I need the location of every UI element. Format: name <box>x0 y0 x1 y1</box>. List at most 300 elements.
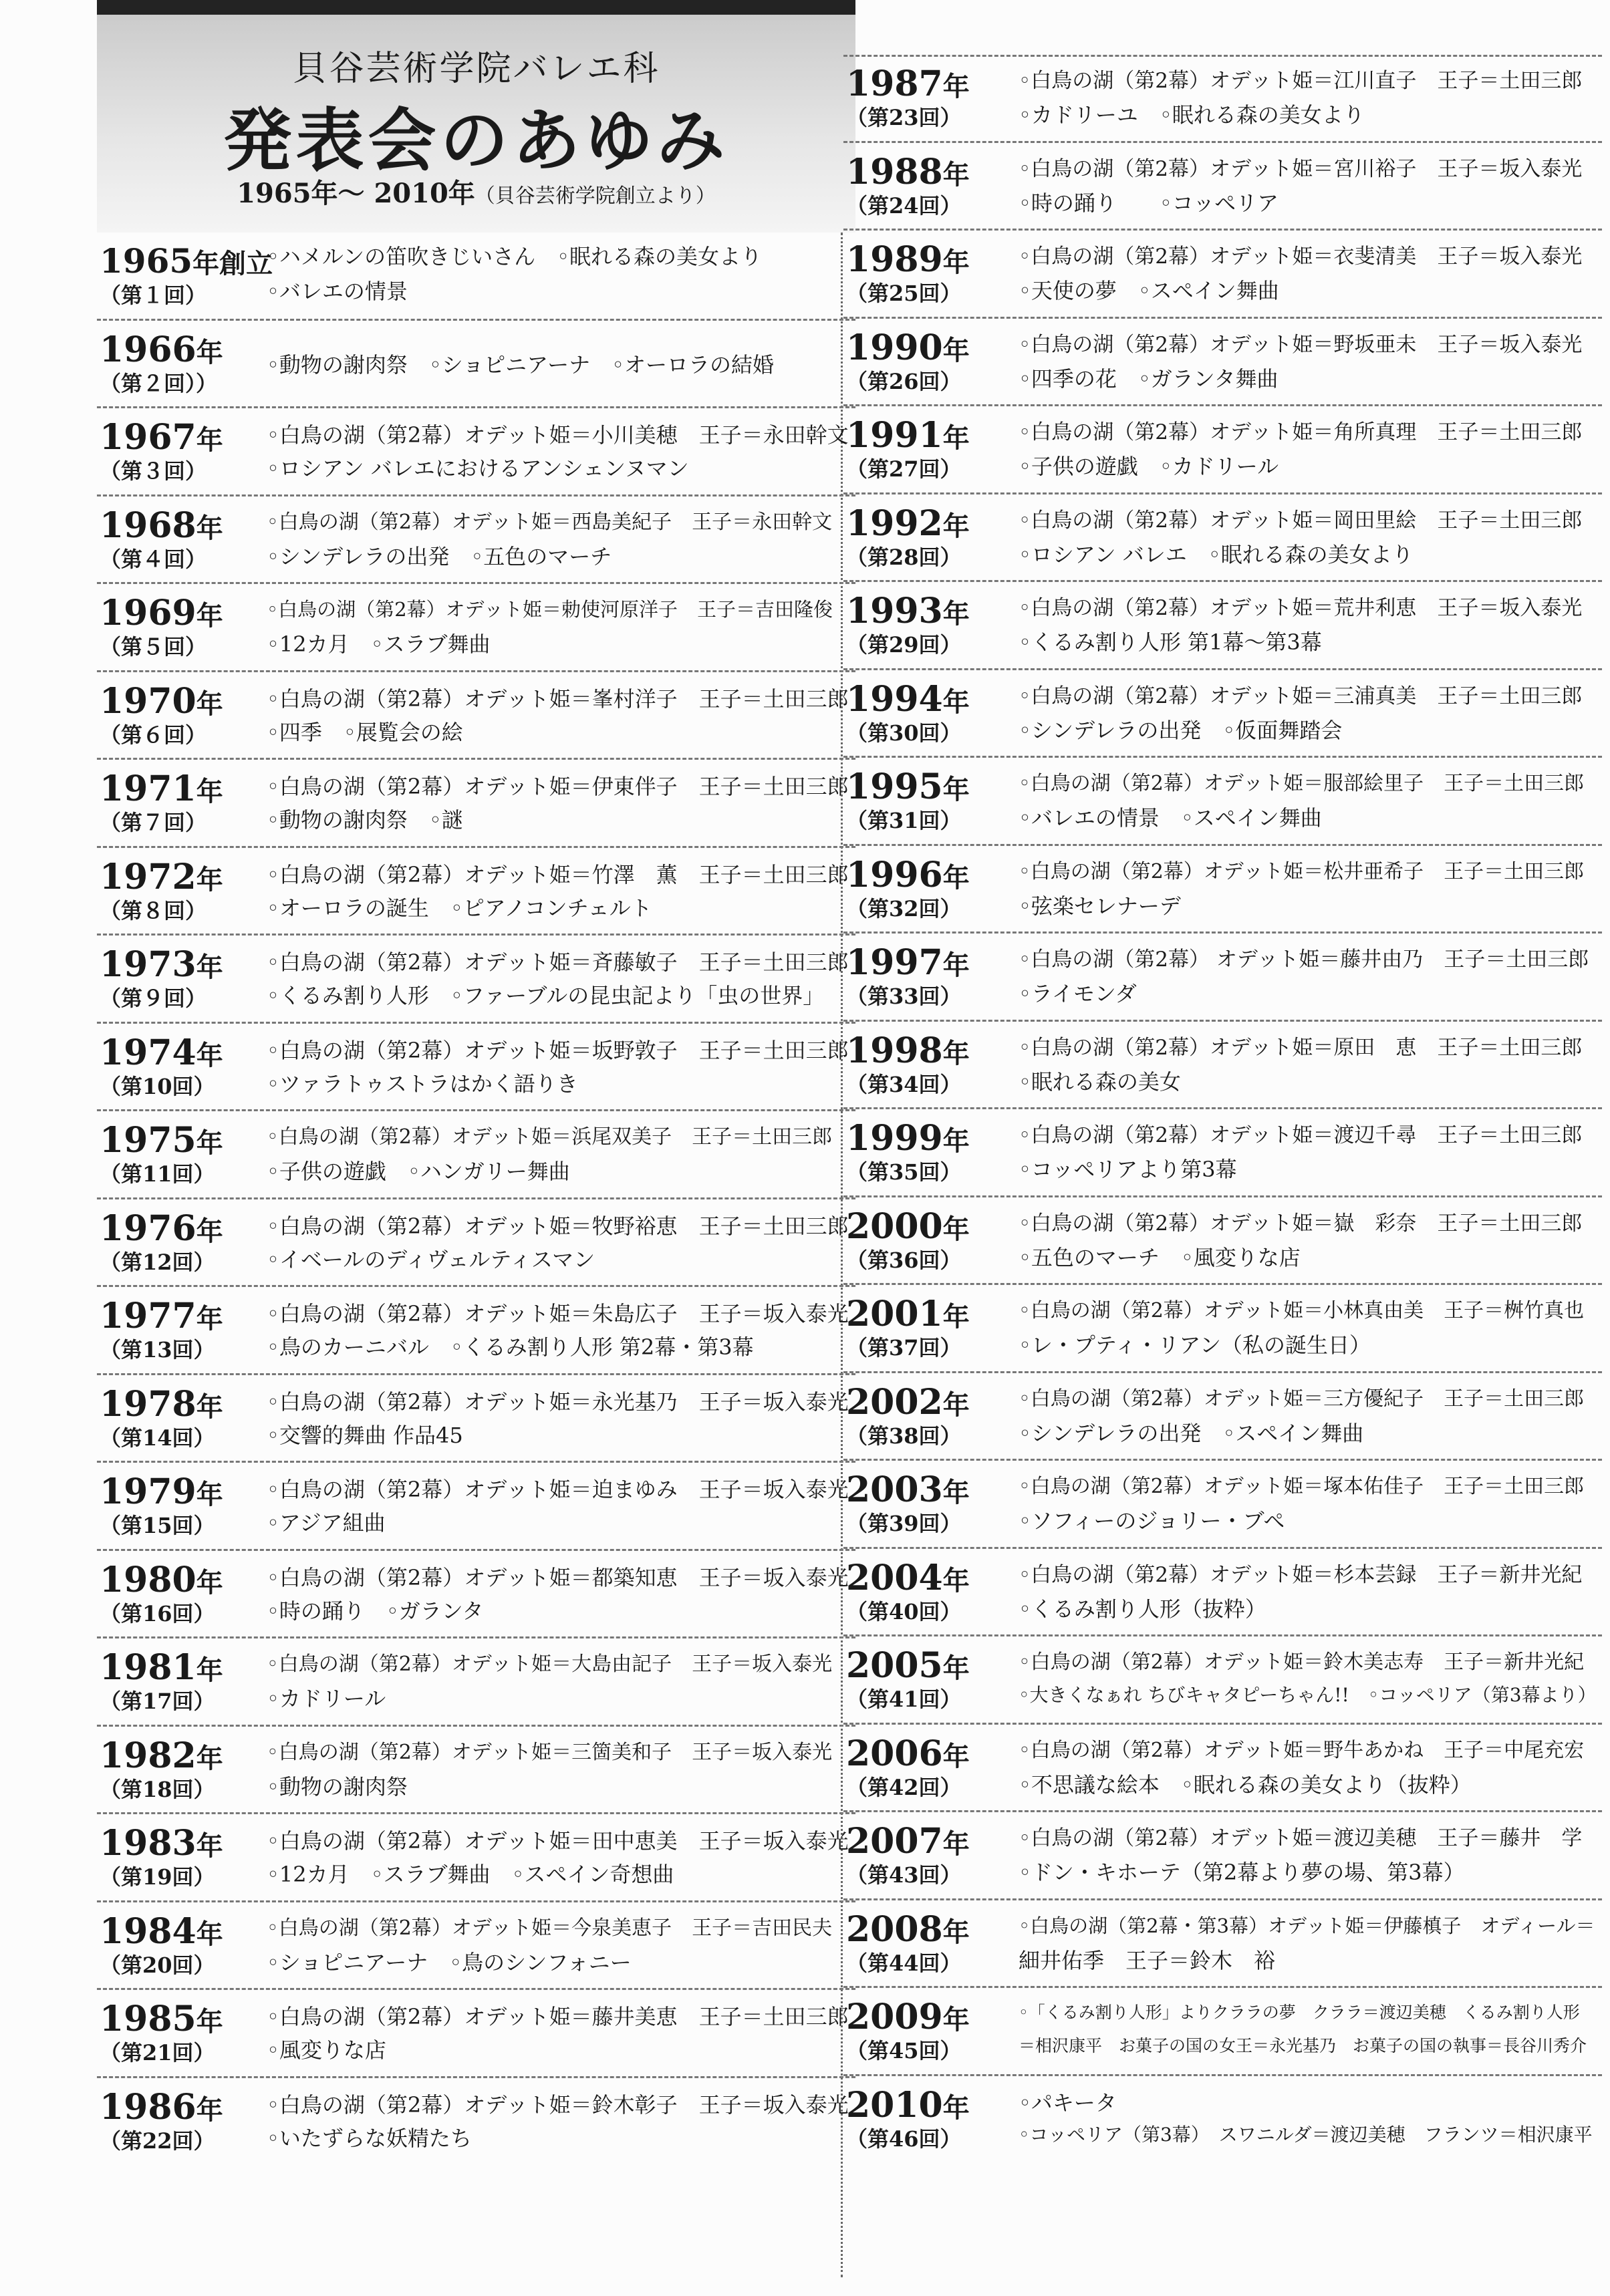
entry-program-line-2: ◦コッペリア（第3幕） スワニルダ＝渡辺美穂 フランツ＝相沢康平 <box>1019 2123 1593 2146</box>
entry-program-line-1: ◦白鳥の湖（第2幕）オデット姫＝角所真理 王子＝土田三郎 <box>1019 420 1583 444</box>
entry-program-line-1: ◦白鳥の湖（第2幕）オデット姫＝浜尾双美子 王子＝土田三郎 <box>267 1125 833 1149</box>
entry-program-line-1: ◦白鳥の湖（第2幕）オデット姫＝峯村洋子 王子＝土田三郎 <box>267 686 849 712</box>
history-entry <box>843 231 1602 319</box>
entry-year-suffix: 年 <box>196 600 223 631</box>
entry-program-line-1: ◦白鳥の湖（第2幕）オデット姫＝鈴木美志寿 王子＝新井光紀 <box>1019 1651 1585 1674</box>
history-entry <box>97 1375 855 1463</box>
entry-program-line-1: ◦白鳥の湖（第2幕）オデット姫＝三方優紀子 王子＝土田三郎 <box>1019 1387 1585 1411</box>
entry-year-number: 2007 <box>846 1821 943 1862</box>
entry-edition: （第５回） <box>100 634 207 660</box>
entry-year-suffix: 年 <box>942 334 970 366</box>
entry-edition: （第41回） <box>846 1687 962 1712</box>
entry-year <box>100 2086 223 2128</box>
entry-year-number: 1966 <box>100 329 196 370</box>
entry-program-line-1: ◦パキータ <box>1019 2090 1117 2116</box>
entry-edition: （第４回） <box>100 546 207 572</box>
entry-year-number: 1989 <box>846 239 943 280</box>
entry-year <box>100 1910 223 1952</box>
entry-program-line-2: ◦12カ月 ◦スラブ舞曲 ◦スペイン奇想曲 <box>267 1862 674 1887</box>
header-banner <box>97 0 855 233</box>
entry-program-line-2: ◦天使の夢 ◦スペイン舞曲 <box>1019 278 1279 303</box>
entry-year <box>100 856 223 897</box>
history-entry <box>97 496 855 585</box>
entry-program-line-2: ◦いたずらな妖精たち <box>267 2125 472 2151</box>
entry-year-suffix: 年 <box>942 1564 970 1596</box>
entry-program-line-1: ◦白鳥の湖（第2幕）オデット姫＝鈴木彰子 王子＝坂入泰光 <box>267 2092 849 2118</box>
entry-program-line-1: ◦白鳥の湖（第2幕）オデット姫＝牧野裕恵 王子＝土田三郎 <box>267 1213 849 1239</box>
entry-edition: （第33回） <box>846 984 962 1009</box>
entry-year <box>846 1645 970 1686</box>
history-entry <box>97 848 855 936</box>
history-entry <box>97 1463 855 1551</box>
history-entry <box>843 1197 1602 1286</box>
entry-program-line-1: ◦ハメルンの笛吹きじいさん ◦眠れる森の美女より <box>267 244 762 269</box>
header-subtitle: 貝谷芸術学院バレエ科 <box>292 49 660 89</box>
entry-year-number: 1998 <box>846 1030 943 1071</box>
entry-program-line-1: ◦白鳥の湖（第2幕）オデット姫＝伊東伴子 王子＝土田三郎 <box>267 774 849 799</box>
entry-year <box>846 239 970 280</box>
history-entry <box>843 2076 1602 2164</box>
entry-edition: （第15回） <box>100 1513 215 1538</box>
entry-edition: （第36回） <box>846 1247 962 1273</box>
entry-program-line-2: ◦シンデレラの出発 ◦五色のマーチ <box>267 543 612 569</box>
entry-program-line-1: ◦白鳥の湖（第2幕）オデット姫＝松井亜希子 王子＝土田三郎 <box>1019 859 1585 883</box>
entry-year <box>846 1908 970 1950</box>
entry-year-number: 1967 <box>100 417 196 458</box>
history-entry <box>843 1988 1602 2076</box>
entry-program-line-1: ◦白鳥の湖（第2幕）オデット姫＝勅使河原洋子 王子＝吉田隆俊 <box>267 598 833 621</box>
entry-year <box>846 415 970 456</box>
entry-year-number: 1988 <box>846 151 943 192</box>
entry-program-line-1: ◦白鳥の湖（第2幕）オデット姫＝野牛あかね 王子＝中尾充宏 <box>1019 1738 1585 1762</box>
entry-program-line-1: ◦「くるみ割り人形」よりクララの夢 クララ＝渡辺美穂 くるみ割り人形 <box>1019 2003 1580 2022</box>
entry-year-number: 1980 <box>100 1559 196 1600</box>
entry-program-line-2: ◦鳥のカーニバル ◦くるみ割り人形 第2幕・第3幕 <box>267 1334 754 1360</box>
entry-edition: （第22回） <box>100 2128 215 2154</box>
entry-year <box>846 1205 970 1247</box>
entry-year-suffix: 年 <box>942 1916 970 1948</box>
entry-edition: （第３回） <box>100 458 207 484</box>
entry-year-number: 1984 <box>100 1910 196 1952</box>
entry-year-number: 1965 <box>100 241 193 281</box>
history-entry <box>843 1900 1602 1989</box>
entry-year <box>100 1559 223 1600</box>
entry-year <box>846 2084 970 2126</box>
entry-program-line-1: ◦白鳥の湖（第2幕）オデット姫＝宮川裕子 王子＝坂入泰光 <box>1019 156 1583 181</box>
history-entry <box>97 936 855 1024</box>
entry-edition: （第26回） <box>846 368 962 394</box>
history-entry <box>97 1551 855 1639</box>
entry-program-line-2: ◦くるみ割り人形 第1幕～第3幕 <box>1019 629 1322 655</box>
history-entry <box>97 672 855 760</box>
history-entry <box>843 934 1602 1022</box>
entry-program-line-2: ◦コッペリアより第3幕 <box>1019 1157 1237 1182</box>
entry-program-line-1: ◦白鳥の湖（第2幕・第3幕）オデット姫＝伊藤槙子 オディール＝ <box>1019 1914 1595 1937</box>
entry-program-line-2: ◦シンデレラの出発 ◦仮面舞踏会 <box>1019 717 1343 743</box>
entry-program-line-1: ◦白鳥の湖（第2幕）オデット姫＝藤井美恵 王子＝土田三郎 <box>267 2004 849 2029</box>
entry-program-line-1: ◦白鳥の湖（第2幕）オデット姫＝永光基乃 王子＝坂入泰光 <box>267 1389 849 1415</box>
entry-year-suffix: 年 <box>942 2004 970 2035</box>
entry-year-suffix: 年 <box>196 1742 223 1774</box>
entry-year <box>846 1469 970 1510</box>
entry-year-number: 1978 <box>100 1383 196 1425</box>
entry-year-number: 1987 <box>846 63 943 104</box>
entry-program-line-1: ◦白鳥の湖（第2幕）オデット姫＝竹澤 薫 王子＝土田三郎 <box>267 861 849 887</box>
entry-program-line-2: ◦時の踊り ◦コッペリア <box>1019 190 1279 216</box>
entry-edition: （第12回） <box>100 1249 215 1275</box>
entry-program-line-1: ◦白鳥の湖（第2幕）オデット姫＝田中恵美 王子＝坂入泰光 <box>267 1828 849 1854</box>
entry-year-number: 1981 <box>100 1647 196 1688</box>
entry-year <box>100 505 223 546</box>
entry-year-suffix: 年 <box>942 598 970 629</box>
entry-edition: （第43回） <box>846 1862 962 1888</box>
entry-year-number: 1992 <box>846 503 943 544</box>
entry-program-line-1: ◦白鳥の湖（第2幕）オデット姫＝服部絵里子 王子＝土田三郎 <box>1019 772 1585 795</box>
entry-year-suffix: 年 <box>196 1039 223 1071</box>
history-entry <box>97 1990 855 2078</box>
entry-edition: （第７回） <box>100 810 207 835</box>
entry-edition: （第11回） <box>100 1161 215 1187</box>
entry-edition: （第25回） <box>846 281 962 306</box>
entry-year-suffix: 年 <box>196 1479 223 1510</box>
entry-year <box>100 1296 223 1336</box>
entry-year-number: 1968 <box>100 505 196 546</box>
entry-edition: （第１回） <box>100 283 207 308</box>
entry-program-line-1: ◦白鳥の湖（第2幕）オデット姫＝野坂亜未 王子＝坂入泰光 <box>1019 332 1583 357</box>
entry-program-line-2: ◦不思議な絵本 ◦眠れる森の美女より（抜粋） <box>1019 1771 1472 1798</box>
entry-program-line-1: ◦白鳥の湖（第2幕）オデット姫＝三箇美和子 王子＝坂入泰光 <box>267 1740 833 1764</box>
entry-program-line-2: ◦くるみ割り人形（抜粋） <box>1019 1596 1266 1622</box>
entry-year-number: 1976 <box>100 1207 196 1249</box>
entry-year <box>100 1647 223 1688</box>
history-entry <box>843 582 1602 670</box>
entry-year-number: 1983 <box>100 1823 196 1864</box>
history-entry <box>97 1638 855 1727</box>
entry-program-line-2: ◦交響的舞曲 作品45 <box>267 1422 463 1448</box>
entry-program-line-2: ◦ロシアン バレエ ◦眠れる森の美女より <box>1019 541 1414 567</box>
entry-year-number: 1979 <box>100 1471 196 1512</box>
entry-year <box>100 680 223 722</box>
entry-edition: （第45回） <box>846 2038 962 2063</box>
entry-year-suffix: 年 <box>196 1918 223 1950</box>
entry-program-line-2: ◦バレエの情景 <box>267 279 408 304</box>
entry-program-line-2: ◦大きくなぁれ ちびキャタピーちゃん!! ◦コッペリア（第3幕より） <box>1019 1684 1597 1706</box>
entry-year-number: 1969 <box>100 593 196 633</box>
entry-edition: （第９回） <box>100 986 207 1011</box>
entry-year-suffix: 年 <box>196 1830 223 1862</box>
entry-year-number: 1993 <box>846 591 943 631</box>
entry-year <box>846 678 970 720</box>
entry-program-line-2: ◦子供の遊戯 ◦ハンガリー舞曲 <box>267 1159 570 1184</box>
entry-year-number: 2002 <box>846 1381 943 1423</box>
history-entry <box>97 1199 855 1288</box>
entry-program-line-2: ＝相沢康平 お菓子の国の女王＝永光基乃 お菓子の国の執事＝長谷川秀介 <box>1019 2036 1587 2055</box>
entry-program-line-2: ◦弦楽セレナーデ <box>1019 893 1181 919</box>
entry-edition: （第30回） <box>846 720 962 746</box>
entry-program-line-2: ◦ツァラトゥストラはかく語りき <box>267 1070 578 1097</box>
entry-year <box>100 329 223 370</box>
entry-year <box>100 768 223 809</box>
entry-year-number: 1991 <box>846 415 943 456</box>
entry-year <box>846 942 970 983</box>
entry-year-suffix: 年 <box>942 422 970 454</box>
entry-year-number: 1973 <box>100 944 196 985</box>
entry-year-suffix: 年 <box>942 158 970 190</box>
entry-year-number: 1971 <box>100 768 196 809</box>
entry-year-suffix: 年 <box>196 952 223 983</box>
entry-program-line-2: ◦四季 ◦展覧会の絵 <box>267 719 463 745</box>
history-entry <box>97 1902 855 1991</box>
entry-program-line-2: ◦バレエの情景 ◦スペイン舞曲 <box>1019 805 1322 831</box>
entry-year-suffix: 年 <box>942 1653 970 1684</box>
history-entry <box>97 321 855 409</box>
entry-edition: （第19回） <box>100 1864 215 1890</box>
entry-edition: （第34回） <box>846 1071 962 1097</box>
entry-year <box>100 593 223 633</box>
entry-program-line-2: ◦くるみ割り人形 ◦ファーブルの昆虫記より「虫の世界」 <box>267 983 825 1008</box>
history-entry <box>843 55 1602 143</box>
history-entry <box>843 758 1602 846</box>
right-column <box>843 55 1602 2164</box>
entry-edition: （第44回） <box>846 1950 962 1976</box>
entry-year-suffix: 年 <box>942 2092 970 2124</box>
entry-year-number: 1999 <box>846 1118 943 1159</box>
history-entry <box>97 1287 855 1375</box>
entry-year-number: 1970 <box>100 680 196 722</box>
history-entry <box>843 406 1602 494</box>
history-entry <box>843 846 1602 934</box>
entry-program-line-1: ◦白鳥の湖（第2幕）オデット姫＝坂野敦子 王子＝土田三郎 <box>267 1037 849 1063</box>
entry-year-suffix: 年 <box>196 863 223 895</box>
entry-year-number: 1977 <box>100 1296 196 1336</box>
history-entry <box>97 760 855 848</box>
entry-year-suffix: 年 <box>196 424 223 456</box>
entry-year <box>100 1120 223 1161</box>
header-years <box>97 172 855 210</box>
entry-year <box>846 591 970 631</box>
entry-program-line-2: ◦動物の謝肉祭 ◦謎 <box>267 807 463 833</box>
entry-program-line-2: ◦レ・プティ・リアン（私の誕生日） <box>1019 1332 1371 1358</box>
entry-edition: （第29回） <box>846 632 962 658</box>
entry-year-number: 2004 <box>846 1557 943 1598</box>
entry-year-suffix: 年 <box>196 1566 223 1598</box>
entry-year-number: 1994 <box>846 678 943 720</box>
entry-year <box>100 1823 223 1864</box>
entry-edition: （第23回） <box>846 105 962 130</box>
entry-program-line-2: ◦風変りな店 <box>267 2037 386 2063</box>
entry-edition: （第38回） <box>846 1423 962 1449</box>
entry-year-number: 1995 <box>846 766 943 807</box>
entry-program-line-2: ◦四季の花 ◦ガランタ舞曲 <box>1019 366 1279 392</box>
entry-program-line-1: ◦白鳥の湖（第2幕）オデット姫＝西島美紀子 王子＝永田幹文 <box>267 510 833 534</box>
entry-program-line-1: ◦白鳥の湖（第2幕）オデット姫＝塚本佑佳子 王子＝土田三郎 <box>1019 1475 1585 1498</box>
entry-year-suffix: 年 <box>196 1215 223 1247</box>
history-entry <box>97 1111 855 1199</box>
entry-year-number: 1972 <box>100 856 196 897</box>
entry-year-number: 2009 <box>846 1997 943 2037</box>
entry-year <box>846 327 970 368</box>
history-entry <box>97 408 855 496</box>
entry-year-suffix: 年 <box>196 336 223 368</box>
entry-year <box>846 503 970 544</box>
entry-year <box>100 1471 223 1512</box>
entry-year <box>100 1383 223 1425</box>
entry-edition: （第16回） <box>100 1600 215 1626</box>
entry-edition: （第42回） <box>846 1774 962 1800</box>
entry-year <box>100 1032 223 1073</box>
entry-program-line-2: ◦動物の謝肉祭 <box>267 1773 408 1800</box>
entry-year-suffix: 年 <box>942 686 970 718</box>
entry-year <box>846 1821 970 1862</box>
entry-year-suffix: 年 <box>942 1389 970 1421</box>
entry-year-number: 1996 <box>846 854 943 895</box>
entry-year <box>846 1030 970 1071</box>
entry-edition: （第18回） <box>100 1776 215 1802</box>
entry-program-line-2: ◦五色のマーチ ◦風変りな店 <box>1019 1244 1301 1270</box>
history-entry <box>843 1549 1602 1637</box>
entry-year-number: 2006 <box>846 1733 943 1774</box>
entry-year-suffix: 年 <box>942 1740 970 1772</box>
entry-edition: （第28回） <box>846 544 962 570</box>
entry-edition: （第35回） <box>846 1159 962 1185</box>
history-entry <box>843 1373 1602 1461</box>
history-entry <box>843 494 1602 583</box>
entry-year-suffix: 年 <box>942 1213 970 1245</box>
entry-edition: （第27回） <box>846 456 962 482</box>
entry-year-number: 2000 <box>846 1205 943 1247</box>
entry-program-line-2: ◦ショピニアーナ ◦鳥のシンフォニー <box>267 1949 632 1975</box>
entry-year-suffix: 年 <box>942 950 970 981</box>
entry-year-number: 1990 <box>846 327 943 368</box>
entry-program-line-1: ◦白鳥の湖（第2幕） オデット姫＝藤井由乃 王子＝土田三郎 <box>1019 948 1589 972</box>
history-entry <box>97 1814 855 1902</box>
entry-year-suffix: 年 <box>196 1655 223 1686</box>
entry-edition: （第17回） <box>100 1689 215 1714</box>
entry-edition: （第６回） <box>100 722 207 748</box>
history-entry <box>843 143 1602 231</box>
entry-program-line-1: ◦白鳥の湖（第2幕）オデット姫＝荒井利恵 王子＝坂入泰光 <box>1019 596 1583 620</box>
entry-year-number: 1974 <box>100 1032 196 1073</box>
entry-year-suffix: 年 <box>942 861 970 893</box>
entry-program-line-1: ◦白鳥の湖（第2幕）オデット姫＝斉藤敏子 王子＝土田三郎 <box>267 950 849 975</box>
entry-year <box>846 1557 970 1598</box>
entry-program-line-1: ◦白鳥の湖（第2幕）オデット姫＝杉本芸録 王子＝新井光紀 <box>1019 1562 1583 1587</box>
entry-year-number: 1985 <box>100 1999 196 2039</box>
entry-program-line-1: ◦白鳥の湖（第2幕）オデット姫＝原田 恵 王子＝土田三郎 <box>1019 1035 1583 1060</box>
entry-program-line-2: ◦ロシアン バレエにおけるアンシェンヌマン <box>267 456 689 481</box>
entry-edition: （第８回） <box>100 897 207 923</box>
entry-edition: （第13回） <box>100 1337 215 1362</box>
history-entry <box>97 584 855 672</box>
entry-year <box>100 241 273 281</box>
entry-program-line-2: ◦シンデレラの出発 ◦スペイン舞曲 <box>1019 1420 1364 1446</box>
entry-program-line-2: ◦ライモンダ <box>1019 981 1137 1006</box>
entry-year-number: 2003 <box>846 1469 943 1510</box>
entry-edition: （第24回） <box>846 192 962 219</box>
entry-program-line-1: ◦白鳥の湖（第2幕）オデット姫＝今泉美恵子 王子＝吉田民夫 <box>267 1916 833 1940</box>
entry-year-number: 2008 <box>846 1908 943 1950</box>
entry-program-line-2: 細井佑季 王子＝鈴木 裕 <box>1019 1947 1276 1973</box>
entry-year-suffix: 年 <box>942 1301 970 1332</box>
entry-year-suffix: 年 <box>942 247 970 278</box>
entry-program-line-2: ◦カドリーユ ◦眠れる森の美女より <box>1019 102 1365 128</box>
entry-year-number: 1997 <box>846 942 943 983</box>
entry-year-suffix: 年 <box>196 1391 223 1423</box>
entry-year <box>846 1733 970 1774</box>
entry-program-line-2: ◦眠れる森の美女 <box>1019 1068 1181 1095</box>
history-entry <box>843 670 1602 758</box>
entry-program-line-1: ◦白鳥の湖（第2幕）オデット姫＝朱島広子 王子＝坂入泰光 <box>267 1301 849 1326</box>
entry-year <box>100 944 223 985</box>
entry-year <box>846 151 970 192</box>
entry-program-line-2: ◦イベールのディヴェルティスマン <box>267 1246 595 1272</box>
entry-year-number: 2010 <box>846 2084 943 2126</box>
history-entry <box>843 1022 1602 1110</box>
entry-edition: （第10回） <box>100 1073 215 1099</box>
history-entry <box>843 1812 1602 1900</box>
entry-year <box>846 1997 970 2037</box>
entry-year-suffix: 年 <box>942 1037 970 1069</box>
entry-year <box>846 1294 970 1334</box>
history-entry <box>843 319 1602 407</box>
entry-edition: （第37回） <box>846 1335 962 1360</box>
entry-year-number: 1986 <box>100 2086 196 2128</box>
header-top-bar <box>97 0 855 15</box>
entry-year-number: 1975 <box>100 1120 196 1161</box>
entry-program-line-1: ◦白鳥の湖（第2幕）オデット姫＝岡田里絵 王子＝土田三郎 <box>1019 508 1583 533</box>
entry-year-suffix: 年 <box>196 776 223 807</box>
entry-program-line-1: ◦白鳥の湖（第2幕）オデット姫＝都築知恵 王子＝坂入泰光 <box>267 1564 849 1590</box>
history-entry <box>843 1725 1602 1813</box>
entry-program-line-1: ◦白鳥の湖（第2幕）オデット姫＝大島由記子 王子＝坂入泰光 <box>267 1653 833 1676</box>
history-entry <box>843 1285 1602 1373</box>
entry-program-line-1: ◦白鳥の湖（第2幕）オデット姫＝嶽 彩奈 王子＝土田三郎 <box>1019 1211 1583 1236</box>
entry-year-suffix: 年 <box>942 71 970 102</box>
entry-year-suffix: 年 <box>196 1127 223 1159</box>
header-years-note: （貝谷芸術学院創立より） <box>475 184 716 208</box>
entry-program-line-1: ◦白鳥の湖（第2幕）オデット姫＝三浦真美 王子＝土田三郎 <box>1019 684 1583 708</box>
header-title: 発表会のあゆみ <box>223 101 729 181</box>
entry-program-line-2: ◦12カ月 ◦スラブ舞曲 <box>267 631 491 657</box>
entry-year <box>100 1207 223 1249</box>
entry-program-line-2: ◦ドン・キホーテ（第2幕より夢の場、第3幕） <box>1019 1860 1465 1885</box>
entry-program-line-1: ◦動物の謝肉祭 ◦ショピニアーナ ◦オーロラの結婚 <box>267 351 775 378</box>
entry-year-number: 1982 <box>100 1735 196 1776</box>
history-entry <box>843 1636 1602 1725</box>
entry-program-line-1: ◦白鳥の湖（第2幕）オデット姫＝衣斐清美 王子＝坂入泰光 <box>1019 245 1583 269</box>
entry-edition: （第39回） <box>846 1511 962 1536</box>
history-entry <box>97 233 855 321</box>
entry-year-number: 2005 <box>846 1645 943 1686</box>
entry-year-suffix: 年 <box>942 1477 970 1508</box>
entry-year <box>846 63 970 104</box>
entry-year-number: 2001 <box>846 1294 943 1334</box>
entry-year <box>846 766 970 807</box>
entry-edition: （第40回） <box>846 1598 962 1624</box>
entry-year-suffix: 年創立 <box>192 248 273 279</box>
entry-program-line-2: ◦カドリール <box>267 1686 386 1711</box>
entry-program-line-1: ◦白鳥の湖（第2幕）オデット姫＝渡辺美穂 王子＝藤井 学 <box>1019 1826 1583 1850</box>
entry-program-line-2: ◦時の踊り ◦ガランタ <box>267 1598 484 1624</box>
entry-year <box>846 1118 970 1159</box>
entry-year <box>100 417 223 458</box>
entry-year-suffix: 年 <box>196 2006 223 2037</box>
entry-edition: （第21回） <box>100 2040 215 2065</box>
history-entry <box>843 1461 1602 1549</box>
entry-edition: （第14回） <box>100 1425 215 1451</box>
entry-program-line-1: ◦白鳥の湖（第2幕）オデット姫＝小川美穂 王子＝永田幹文 <box>267 422 849 448</box>
entry-year-suffix: 年 <box>942 510 970 542</box>
